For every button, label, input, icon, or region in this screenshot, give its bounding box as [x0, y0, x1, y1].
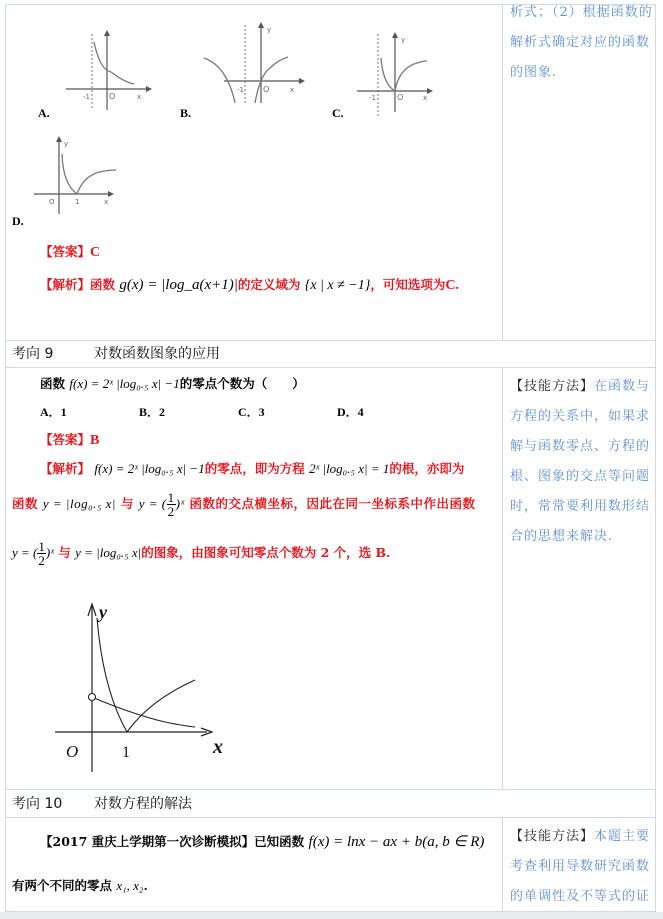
row-divider: [5, 340, 656, 341]
side-note-line: 方程的关系中，如果求: [510, 409, 651, 424]
side-note-line: 的单调性及不等式的证: [510, 889, 651, 904]
question-text: .: [143, 878, 148, 893]
analysis-text: ，可知选项为: [370, 277, 446, 292]
analysis-tag: 【解析】: [40, 461, 91, 476]
answer-tag: 【答案】: [40, 244, 91, 259]
analysis-choice: C.: [445, 278, 459, 293]
denominator: 2: [38, 553, 45, 568]
section-10-title: 对数方程的解法: [94, 796, 192, 812]
question-source: 【2017 重庆上学期第一次诊断模拟】: [40, 834, 255, 849]
analysis-formula: y = (: [12, 545, 38, 560]
analysis-text: 函数的交点横坐标，因此在同一坐标系中作出函数: [189, 496, 476, 511]
analysis-text: 的根，亦即为: [389, 461, 465, 476]
answer-line: [40, 242, 100, 261]
analysis-line: [40, 275, 459, 294]
side-note-line: 解与函数零点、方程的: [510, 439, 651, 454]
graph-option-d: [32, 134, 122, 219]
question-text: 函数: [40, 376, 66, 391]
denominator: 2: [167, 504, 175, 519]
question-text: 有两个不同的零点: [12, 878, 113, 893]
answer-tag: 【答案】: [40, 432, 91, 447]
section-9-number: 考向 9: [12, 346, 54, 362]
svg-text:O: O: [109, 92, 116, 101]
fraction: [167, 491, 176, 518]
analysis-domain: {x | x ≠ −1}: [304, 278, 371, 293]
option-9-a: A．1: [40, 405, 67, 419]
side-note-prev: [510, 0, 653, 88]
svg-text:1: 1: [75, 198, 80, 206]
side-note-line: 时，常常要利用数形结: [510, 499, 651, 514]
analysis-text: 函数: [90, 277, 116, 292]
fraction: [37, 540, 46, 567]
svg-text:y: y: [64, 140, 69, 148]
question-formula: f(x) = lnx − ax + b(a, b ∈ R): [308, 834, 485, 850]
column-divider: [502, 367, 503, 789]
analysis-text: 的零点，即为方程: [204, 461, 305, 476]
side-note-line: 析式；（2）根据函数的: [510, 5, 653, 20]
svg-text:y: y: [401, 36, 406, 44]
page-bottom-edge: [0, 912, 663, 919]
analysis-9-line-1: [40, 459, 464, 477]
svg-text:-1: -1: [237, 86, 244, 94]
svg-text:O: O: [263, 85, 270, 94]
question-text: 的零点个数为（ ）: [179, 376, 305, 391]
svg-text:O: O: [49, 198, 55, 206]
answer-value: B: [90, 433, 100, 448]
analysis-formula: )ˣ: [45, 545, 54, 560]
side-note-9: [510, 372, 650, 552]
analysis-formula: 2ˣ |log₀.₅ x| = 1: [309, 461, 390, 476]
row-divider: [5, 789, 656, 790]
option-c-label: C.: [332, 106, 344, 120]
graph-section-9: [55, 600, 240, 775]
row-divider: [5, 367, 656, 368]
side-note-line: 考查利用导数研究函数: [510, 859, 651, 874]
option-9-d: D．4: [337, 405, 364, 419]
option-9-c: C．3: [238, 405, 265, 419]
side-note-line: 根、图象的交点等问题: [510, 469, 651, 484]
row-divider: [5, 817, 656, 818]
question-formula: x₁, x₂: [116, 878, 144, 893]
analysis-text: 的图象，由图象可知零点个数为 2 个，选 B.: [141, 545, 391, 560]
side-note-line: 的图象.: [510, 65, 558, 80]
svg-text:x: x: [137, 93, 142, 101]
graph-option-c: [357, 28, 442, 118]
question-formula: f(x) = 2ˣ |log₀.₅ x| −1: [69, 376, 180, 391]
analysis-tag: 【解析】: [40, 277, 91, 292]
section-9-title: 对数函数图象的应用: [94, 346, 220, 362]
side-note-10: [510, 822, 650, 912]
graph-origin-label: O: [66, 742, 79, 761]
svg-text:x: x: [423, 94, 428, 102]
analysis-text: 函数: [12, 496, 39, 511]
analysis-formula: g(x) = |log_a(x+1)|: [119, 277, 238, 293]
question-9: [40, 374, 305, 392]
answer-value: C: [90, 245, 101, 260]
analysis-formula: f(x) = 2ˣ |log₀.₅ x| −1: [94, 461, 205, 476]
analysis-9-line-3: [12, 540, 390, 567]
svg-text:y: y: [267, 26, 272, 34]
svg-text:x: x: [290, 86, 295, 94]
graph-tick-label: 1: [122, 744, 130, 761]
option-b-label: B.: [180, 106, 192, 120]
side-note-line: 在函数与: [594, 379, 651, 394]
svg-text:x: x: [104, 198, 109, 206]
svg-text:O: O: [397, 93, 404, 102]
analysis-formula: y = |log₀.₅ x|: [42, 496, 116, 511]
question-10-line-1: [40, 832, 484, 851]
section-9-heading: [12, 343, 220, 363]
side-note-line: 合的思想来解决.: [510, 529, 614, 544]
side-note-line: 本题主要: [594, 829, 651, 844]
numerator: 1: [167, 490, 175, 505]
option-d-label: D.: [12, 214, 24, 228]
graph-option-a: [64, 28, 154, 113]
analysis-formula: )ˣ: [175, 496, 185, 511]
column-divider: [502, 4, 503, 340]
analysis-formula: y = |log₀.₅ x|: [75, 545, 142, 560]
question-text: 已知函数: [254, 834, 305, 849]
question-10-line-2: [12, 876, 148, 894]
analysis-formula: y = (: [138, 496, 167, 511]
graph-x-label: x: [213, 736, 223, 758]
graph-option-b: [202, 20, 307, 105]
numerator: 1: [38, 539, 45, 554]
analysis-text: 与: [120, 496, 134, 511]
section-10-number: 考向 10: [12, 796, 63, 812]
side-tag: 【技能方法】: [510, 379, 595, 394]
analysis-text: 的定义域为: [237, 277, 301, 292]
side-note-line: 解析式确定对应的函数: [510, 35, 651, 50]
analysis-text: 与: [58, 545, 71, 560]
svg-text:-1: -1: [369, 94, 376, 102]
graph-y-label: y: [99, 602, 107, 622]
option-9-b: B．2: [139, 405, 166, 419]
option-a-label: A.: [38, 106, 50, 120]
column-divider: [502, 817, 503, 912]
answer-9-line: [40, 430, 99, 449]
svg-text:-1: -1: [83, 93, 90, 101]
analysis-9-line-2: [12, 491, 475, 518]
section-10-heading: [12, 793, 192, 813]
side-tag: 【技能方法】: [510, 829, 595, 844]
